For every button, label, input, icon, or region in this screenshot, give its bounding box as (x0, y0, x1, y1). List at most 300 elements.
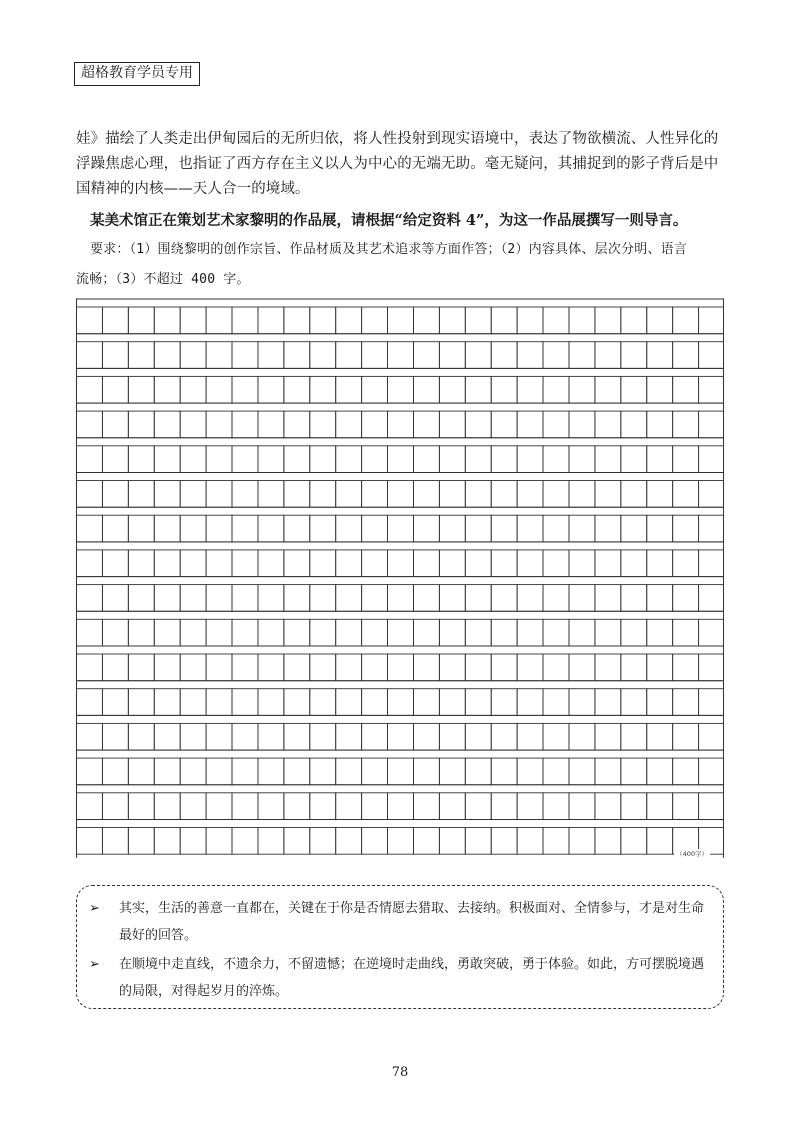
grid-cell[interactable] (569, 307, 595, 334)
grid-cell[interactable] (647, 828, 673, 855)
grid-cell[interactable] (647, 619, 673, 646)
grid-cell[interactable] (413, 550, 439, 577)
grid-cell[interactable] (336, 585, 362, 612)
grid-cell[interactable] (284, 411, 310, 438)
grid-cell[interactable] (595, 654, 621, 681)
grid-cell[interactable] (595, 828, 621, 855)
grid-cell[interactable] (569, 654, 595, 681)
grid-cell[interactable] (647, 550, 673, 577)
grid-cell[interactable] (388, 307, 414, 334)
grid-cell[interactable] (232, 828, 258, 855)
grid-cell[interactable] (491, 446, 517, 473)
grid-cell[interactable] (543, 515, 569, 542)
grid-cell[interactable] (673, 446, 699, 473)
grid-cell[interactable] (310, 515, 336, 542)
grid-cell[interactable] (517, 515, 543, 542)
grid-cell[interactable] (543, 654, 569, 681)
grid-cell[interactable] (362, 654, 388, 681)
grid-cell[interactable] (77, 411, 103, 438)
grid-cell[interactable] (491, 723, 517, 750)
grid-cell[interactable] (465, 585, 491, 612)
grid-row[interactable] (77, 654, 725, 681)
grid-row[interactable] (77, 550, 725, 577)
grid-cell[interactable] (102, 654, 128, 681)
grid-cell[interactable] (621, 654, 647, 681)
grid-cell[interactable] (77, 550, 103, 577)
grid-cell[interactable] (180, 342, 206, 369)
grid-cell[interactable] (102, 793, 128, 820)
grid-cell[interactable] (310, 723, 336, 750)
grid-cell[interactable] (310, 619, 336, 646)
grid-cell[interactable] (310, 446, 336, 473)
grid-cell[interactable] (543, 376, 569, 403)
grid-cell[interactable] (491, 758, 517, 785)
grid-cell[interactable] (77, 654, 103, 681)
grid-cell[interactable] (310, 654, 336, 681)
grid-cell[interactable] (517, 723, 543, 750)
grid-cell[interactable] (128, 758, 154, 785)
grid-cell[interactable] (439, 376, 465, 403)
grid-cell[interactable] (102, 376, 128, 403)
grid-cell[interactable] (284, 550, 310, 577)
grid-cell[interactable] (621, 376, 647, 403)
grid-cell[interactable] (673, 689, 699, 716)
grid-cell[interactable] (154, 515, 180, 542)
grid-cell[interactable] (465, 654, 491, 681)
grid-cell[interactable] (232, 481, 258, 508)
grid-cell[interactable] (180, 550, 206, 577)
grid-cell[interactable] (154, 585, 180, 612)
grid-cell[interactable] (621, 411, 647, 438)
grid-cell[interactable] (154, 828, 180, 855)
grid-cell[interactable] (180, 758, 206, 785)
grid-cell[interactable] (284, 619, 310, 646)
grid-cell[interactable] (102, 411, 128, 438)
grid-cell[interactable] (465, 376, 491, 403)
grid-cell[interactable] (673, 342, 699, 369)
grid-cell[interactable] (284, 758, 310, 785)
grid-cell[interactable] (310, 689, 336, 716)
grid-cell[interactable] (543, 585, 569, 612)
grid-cell[interactable] (569, 342, 595, 369)
grid-cell[interactable] (362, 793, 388, 820)
grid-cell[interactable] (180, 446, 206, 473)
grid-cell[interactable] (543, 481, 569, 508)
grid-cell[interactable] (413, 689, 439, 716)
grid-cell[interactable] (362, 723, 388, 750)
grid-cell[interactable] (621, 758, 647, 785)
grid-cell[interactable] (102, 758, 128, 785)
grid-cell[interactable] (647, 515, 673, 542)
grid-cell[interactable] (232, 654, 258, 681)
grid-cell[interactable] (206, 411, 232, 438)
grid-cell[interactable] (206, 307, 232, 334)
grid-cell[interactable] (595, 793, 621, 820)
grid-cell[interactable] (128, 515, 154, 542)
grid-cell[interactable] (543, 307, 569, 334)
grid-cell[interactable] (388, 585, 414, 612)
grid-cell[interactable] (180, 723, 206, 750)
grid-cell[interactable] (336, 619, 362, 646)
grid-cell[interactable] (699, 376, 724, 403)
grid-cell[interactable] (102, 619, 128, 646)
grid-cell[interactable] (413, 515, 439, 542)
grid-cell[interactable] (180, 585, 206, 612)
grid-cell[interactable] (232, 307, 258, 334)
grid-cell[interactable] (206, 689, 232, 716)
grid-cell[interactable] (439, 689, 465, 716)
grid-cell[interactable] (465, 446, 491, 473)
grid-cell[interactable] (439, 342, 465, 369)
grid-cell[interactable] (128, 376, 154, 403)
grid-cell[interactable] (258, 619, 284, 646)
grid-cell[interactable] (595, 376, 621, 403)
grid-cell[interactable] (206, 828, 232, 855)
grid-cell[interactable] (388, 793, 414, 820)
grid-cell[interactable] (336, 758, 362, 785)
grid-cell[interactable] (336, 446, 362, 473)
grid-cell[interactable] (128, 619, 154, 646)
grid-cell[interactable] (595, 481, 621, 508)
grid-cell[interactable] (206, 481, 232, 508)
grid-cell[interactable] (621, 793, 647, 820)
grid-cell[interactable] (284, 828, 310, 855)
grid-cell[interactable] (180, 828, 206, 855)
grid-cell[interactable] (362, 758, 388, 785)
grid-cell[interactable] (362, 376, 388, 403)
grid-cell[interactable] (77, 828, 103, 855)
grid-cell[interactable] (102, 828, 128, 855)
grid-cell[interactable] (699, 446, 724, 473)
grid-cell[interactable] (102, 550, 128, 577)
grid-cell[interactable] (595, 411, 621, 438)
grid-cell[interactable] (362, 307, 388, 334)
grid-cell[interactable] (310, 828, 336, 855)
grid-cell[interactable] (336, 723, 362, 750)
grid-cell[interactable] (232, 619, 258, 646)
grid-cell[interactable] (621, 550, 647, 577)
grid-cell[interactable] (491, 793, 517, 820)
grid-cell[interactable] (128, 411, 154, 438)
grid-cell[interactable] (439, 515, 465, 542)
grid-cell[interactable] (439, 758, 465, 785)
grid-cell[interactable] (154, 619, 180, 646)
grid-cell[interactable] (336, 307, 362, 334)
grid-cell[interactable] (491, 689, 517, 716)
grid-cell[interactable] (258, 481, 284, 508)
grid-cell[interactable] (465, 793, 491, 820)
grid-cell[interactable] (439, 619, 465, 646)
grid-cell[interactable] (310, 411, 336, 438)
grid-cell[interactable] (102, 342, 128, 369)
grid-cell[interactable] (206, 758, 232, 785)
grid-cell[interactable] (543, 758, 569, 785)
grid-cell[interactable] (413, 446, 439, 473)
grid-cell[interactable] (439, 446, 465, 473)
grid-cell[interactable] (388, 376, 414, 403)
grid-cell[interactable] (362, 689, 388, 716)
grid-cell[interactable] (543, 828, 569, 855)
grid-cell[interactable] (517, 411, 543, 438)
grid-cell[interactable] (258, 793, 284, 820)
grid-cell[interactable] (154, 307, 180, 334)
grid-cell[interactable] (699, 411, 724, 438)
grid-cell[interactable] (413, 376, 439, 403)
grid-cell[interactable] (310, 342, 336, 369)
grid-cell[interactable] (128, 342, 154, 369)
grid-cell[interactable] (180, 411, 206, 438)
grid-cell[interactable] (543, 550, 569, 577)
grid-cell[interactable] (388, 828, 414, 855)
grid-cell[interactable] (258, 689, 284, 716)
grid-cell[interactable] (362, 585, 388, 612)
grid-cell[interactable] (569, 515, 595, 542)
grid-row[interactable] (77, 446, 725, 473)
grid-cell[interactable] (258, 515, 284, 542)
grid-cell[interactable] (128, 550, 154, 577)
grid-cell[interactable] (362, 446, 388, 473)
grid-cell[interactable] (569, 723, 595, 750)
grid-cell[interactable] (336, 376, 362, 403)
grid-cell[interactable] (362, 550, 388, 577)
grid-cell[interactable] (543, 446, 569, 473)
grid-cell[interactable] (543, 723, 569, 750)
grid-cell[interactable] (491, 585, 517, 612)
grid-cell[interactable] (336, 654, 362, 681)
grid-cell[interactable] (595, 550, 621, 577)
grid-cell[interactable] (336, 793, 362, 820)
grid-cell[interactable] (569, 550, 595, 577)
grid-cell[interactable] (673, 376, 699, 403)
grid-cell[interactable] (517, 446, 543, 473)
grid-cell[interactable] (154, 689, 180, 716)
grid-cell[interactable] (491, 619, 517, 646)
grid-cell[interactable] (647, 481, 673, 508)
grid-cell[interactable] (465, 307, 491, 334)
grid-cell[interactable] (465, 550, 491, 577)
grid-cell[interactable] (180, 689, 206, 716)
grid-cell[interactable] (258, 585, 284, 612)
grid-cell[interactable] (699, 550, 724, 577)
grid-cell[interactable] (180, 793, 206, 820)
grid-cell[interactable] (232, 411, 258, 438)
grid-cell[interactable] (699, 619, 724, 646)
grid-cell[interactable] (413, 758, 439, 785)
grid-cell[interactable] (439, 481, 465, 508)
grid-cell[interactable] (465, 619, 491, 646)
grid-cell[interactable] (647, 446, 673, 473)
grid-cell[interactable] (543, 793, 569, 820)
grid-cell[interactable] (517, 585, 543, 612)
grid-cell[interactable] (465, 342, 491, 369)
grid-cell[interactable] (439, 654, 465, 681)
grid-cell[interactable] (362, 515, 388, 542)
grid-cell[interactable] (206, 585, 232, 612)
grid-cell[interactable] (388, 411, 414, 438)
grid-cell[interactable] (258, 342, 284, 369)
grid-cell[interactable] (388, 446, 414, 473)
grid-cell[interactable] (128, 481, 154, 508)
grid-cell[interactable] (362, 828, 388, 855)
grid-cell[interactable] (102, 515, 128, 542)
grid-cell[interactable] (569, 619, 595, 646)
grid-cell[interactable] (673, 515, 699, 542)
grid-cell[interactable] (154, 376, 180, 403)
grid-row[interactable] (77, 585, 725, 612)
grid-cell[interactable] (647, 793, 673, 820)
grid-cell[interactable] (232, 342, 258, 369)
grid-cell[interactable] (284, 723, 310, 750)
grid-cell[interactable] (673, 307, 699, 334)
grid-cell[interactable] (465, 758, 491, 785)
grid-cell[interactable] (180, 654, 206, 681)
grid-cell[interactable] (647, 689, 673, 716)
grid-cell[interactable] (336, 342, 362, 369)
grid-row[interactable] (77, 515, 725, 542)
grid-cell[interactable] (517, 481, 543, 508)
grid-row[interactable] (77, 376, 725, 403)
grid-cell[interactable] (673, 758, 699, 785)
grid-cell[interactable] (413, 723, 439, 750)
grid-cell[interactable] (362, 481, 388, 508)
grid-cell[interactable] (362, 342, 388, 369)
grid-cell[interactable] (310, 376, 336, 403)
grid-cell[interactable] (621, 689, 647, 716)
grid-cell[interactable] (388, 481, 414, 508)
grid-cell[interactable] (284, 342, 310, 369)
grid-cell[interactable] (621, 515, 647, 542)
grid-cell[interactable] (206, 793, 232, 820)
grid-cell[interactable] (232, 446, 258, 473)
grid-cell[interactable] (336, 515, 362, 542)
grid-cell[interactable] (77, 481, 103, 508)
grid-cell[interactable] (491, 481, 517, 508)
grid-cell[interactable] (517, 828, 543, 855)
grid-row[interactable] (77, 828, 725, 855)
grid-cell[interactable] (258, 307, 284, 334)
grid-cell[interactable] (206, 654, 232, 681)
grid-cell[interactable] (258, 723, 284, 750)
grid-cell[interactable] (491, 376, 517, 403)
grid-cell[interactable] (595, 758, 621, 785)
grid-row[interactable] (77, 758, 725, 785)
grid-cell[interactable] (128, 689, 154, 716)
grid-cell[interactable] (180, 515, 206, 542)
grid-cell[interactable] (647, 307, 673, 334)
grid-row[interactable] (77, 689, 725, 716)
grid-cell[interactable] (517, 758, 543, 785)
grid-cell[interactable] (284, 376, 310, 403)
grid-cell[interactable] (154, 550, 180, 577)
grid-cell[interactable] (647, 411, 673, 438)
grid-cell[interactable] (102, 723, 128, 750)
grid-cell[interactable] (569, 481, 595, 508)
grid-cell[interactable] (206, 550, 232, 577)
grid-cell[interactable] (232, 515, 258, 542)
grid-cell[interactable] (154, 342, 180, 369)
grid-cell[interactable] (413, 619, 439, 646)
grid-cell[interactable] (77, 689, 103, 716)
grid-cell[interactable] (232, 376, 258, 403)
grid-cell[interactable] (543, 689, 569, 716)
grid-cell[interactable] (102, 481, 128, 508)
grid-cell[interactable] (413, 585, 439, 612)
grid-cell[interactable] (517, 654, 543, 681)
grid-cell[interactable] (362, 619, 388, 646)
grid-cell[interactable] (439, 793, 465, 820)
grid-cell[interactable] (77, 515, 103, 542)
grid-cell[interactable] (180, 619, 206, 646)
grid-cell[interactable] (517, 376, 543, 403)
grid-cell[interactable] (310, 550, 336, 577)
grid-cell[interactable] (413, 481, 439, 508)
grid-cell[interactable] (336, 689, 362, 716)
grid-cell[interactable] (595, 585, 621, 612)
grid-cell[interactable] (621, 446, 647, 473)
grid-cell[interactable] (362, 411, 388, 438)
grid-cell[interactable] (621, 481, 647, 508)
grid-cell[interactable] (439, 307, 465, 334)
grid-cell[interactable] (206, 446, 232, 473)
grid-cell[interactable] (284, 307, 310, 334)
grid-cell[interactable] (284, 585, 310, 612)
grid-cell[interactable] (621, 342, 647, 369)
grid-cell[interactable] (517, 307, 543, 334)
grid-cell[interactable] (310, 481, 336, 508)
grid-cell[interactable] (77, 307, 103, 334)
grid-cell[interactable] (388, 654, 414, 681)
grid-cell[interactable] (491, 411, 517, 438)
grid-cell[interactable] (595, 619, 621, 646)
grid-cell[interactable] (154, 793, 180, 820)
grid-cell[interactable] (491, 515, 517, 542)
grid-cell[interactable] (77, 585, 103, 612)
grid-cell[interactable] (128, 723, 154, 750)
grid-row[interactable] (77, 793, 725, 820)
grid-cell[interactable] (673, 481, 699, 508)
grid-cell[interactable] (154, 654, 180, 681)
grid-cell[interactable] (388, 689, 414, 716)
grid-cell[interactable] (206, 515, 232, 542)
grid-cell[interactable] (595, 515, 621, 542)
grid-cell[interactable] (77, 342, 103, 369)
grid-cell[interactable] (673, 654, 699, 681)
grid-cell[interactable] (647, 376, 673, 403)
grid-cell[interactable] (128, 446, 154, 473)
grid-cell[interactable] (699, 342, 724, 369)
grid-cell[interactable] (388, 515, 414, 542)
grid-cell[interactable] (206, 376, 232, 403)
grid-cell[interactable] (569, 446, 595, 473)
grid-cell[interactable] (491, 550, 517, 577)
grid-cell[interactable] (232, 550, 258, 577)
grid-row[interactable] (77, 307, 725, 334)
grid-cell[interactable] (258, 758, 284, 785)
grid-cell[interactable] (154, 758, 180, 785)
grid-cell[interactable] (232, 758, 258, 785)
grid-cell[interactable] (206, 619, 232, 646)
grid-cell[interactable] (310, 758, 336, 785)
grid-cell[interactable] (336, 550, 362, 577)
grid-cell[interactable] (647, 585, 673, 612)
grid-cell[interactable] (102, 446, 128, 473)
grid-cell[interactable] (77, 758, 103, 785)
grid-cell[interactable] (284, 689, 310, 716)
grid-cell[interactable] (673, 411, 699, 438)
grid-cell[interactable] (699, 515, 724, 542)
grid-cell[interactable] (595, 723, 621, 750)
grid-row[interactable] (77, 723, 725, 750)
